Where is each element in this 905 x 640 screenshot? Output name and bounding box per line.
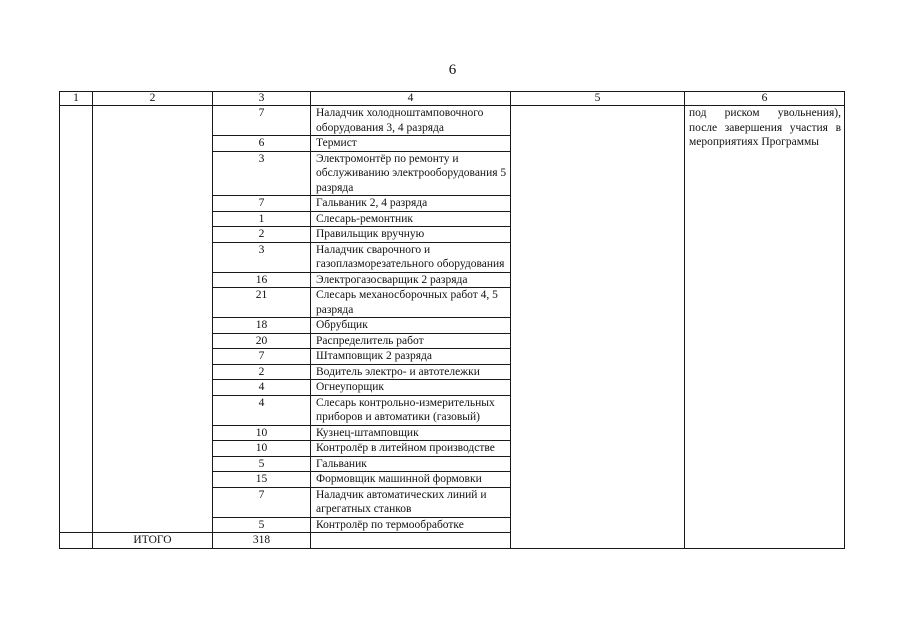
count-cell: 16 bbox=[213, 272, 311, 288]
table-body bbox=[60, 92, 845, 549]
profession-cell: Слесарь-ремонтник bbox=[311, 211, 511, 227]
column-1-cell bbox=[60, 106, 93, 533]
count-cell: 1 bbox=[213, 211, 311, 227]
page-number: 6 bbox=[448, 62, 457, 78]
profession-cell: Обрубщик bbox=[311, 318, 511, 334]
count-cell: 6 bbox=[213, 136, 311, 152]
header-cell-1: 1 bbox=[60, 92, 93, 106]
profession-cell: Огнеупорщик bbox=[311, 380, 511, 396]
count-cell: 2 bbox=[213, 227, 311, 243]
profession-cell: Слесарь контрольно-измерительных приборов и автоматики (газовый) bbox=[311, 395, 511, 425]
profession-cell: Термист bbox=[311, 136, 511, 152]
header-cell-5: 5 bbox=[511, 92, 685, 106]
count-cell: 7 bbox=[213, 487, 311, 517]
profession-cell: Наладчик автоматических линий и агрегатных станков bbox=[311, 487, 511, 517]
count-cell: 4 bbox=[213, 380, 311, 396]
count-cell: 3 bbox=[213, 151, 311, 196]
profession-cell: Слесарь механосборочных работ 4, 5 разряда bbox=[311, 288, 511, 318]
profession-cell: Электромонтёр по ремонту и обслуживанию электрооборудования 5 разряда bbox=[311, 151, 511, 196]
count-cell: 10 bbox=[213, 441, 311, 457]
profession-cell: Формовщик машинной формовки bbox=[311, 472, 511, 488]
header-cell-4: 4 bbox=[311, 92, 511, 106]
profession-cell: Правильщик вручную bbox=[311, 227, 511, 243]
table-row bbox=[60, 106, 845, 136]
header-cell-6: 6 bbox=[685, 92, 845, 106]
profession-cell: Наладчик холодноштамповочного оборудования 3, 4 разряда bbox=[311, 106, 511, 136]
profession-cell: Штамповщик 2 разряда bbox=[311, 349, 511, 365]
profession-cell: Контролёр в литейном производстве bbox=[311, 441, 511, 457]
profession-cell: Водитель электро- и автотележки bbox=[311, 364, 511, 380]
count-cell: 15 bbox=[213, 472, 311, 488]
total-label: ИТОГО bbox=[93, 533, 213, 549]
header-cell-3: 3 bbox=[213, 92, 311, 106]
count-cell: 7 bbox=[213, 196, 311, 212]
column-2-cell bbox=[93, 106, 213, 533]
count-cell: 18 bbox=[213, 318, 311, 334]
total-empty-cell bbox=[60, 533, 93, 549]
count-cell: 7 bbox=[213, 349, 311, 365]
main-table bbox=[59, 91, 845, 549]
column-5-cell bbox=[511, 106, 685, 549]
profession-cell: Кузнец-штамповщик bbox=[311, 425, 511, 441]
column-6-note-cell: под риском увольнения), после завершения участия в мероприятиях Программы bbox=[685, 106, 845, 549]
count-cell: 21 bbox=[213, 288, 311, 318]
profession-cell: Распределитель работ bbox=[311, 333, 511, 349]
profession-cell: Гальваник bbox=[311, 456, 511, 472]
count-cell: 5 bbox=[213, 456, 311, 472]
total-empty-profession-cell bbox=[311, 533, 511, 549]
count-cell: 10 bbox=[213, 425, 311, 441]
total-count: 318 bbox=[213, 533, 311, 549]
count-cell: 3 bbox=[213, 242, 311, 272]
count-cell: 5 bbox=[213, 517, 311, 533]
profession-cell: Наладчик сварочного и газоплазморезательного оборудования bbox=[311, 242, 511, 272]
count-cell: 20 bbox=[213, 333, 311, 349]
profession-cell: Гальваник 2, 4 разряда bbox=[311, 196, 511, 212]
profession-cell: Контролёр по термообработке bbox=[311, 517, 511, 533]
header-cell-2: 2 bbox=[93, 92, 213, 106]
count-cell: 4 bbox=[213, 395, 311, 425]
header-row bbox=[60, 92, 845, 106]
profession-cell: Электрогазосварщик 2 разряда bbox=[311, 272, 511, 288]
count-cell: 2 bbox=[213, 364, 311, 380]
count-cell: 7 bbox=[213, 106, 311, 136]
